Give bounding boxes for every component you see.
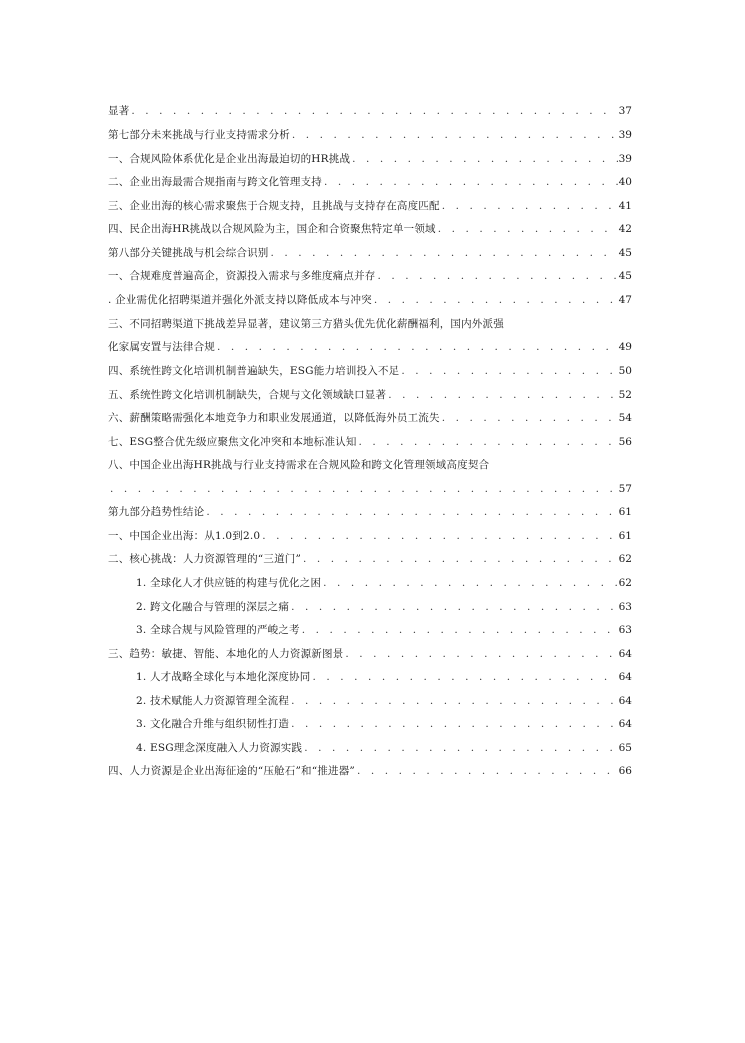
toc-leader-dots xyxy=(386,388,618,402)
toc-entry xyxy=(108,552,632,566)
toc-leader-dots xyxy=(372,293,618,307)
toc-entry-title: 八、中国企业出海HR挑战与行业支持需求在合规风险和跨文化管理领域高度契合 xyxy=(108,459,490,471)
toc-entry-page: 45 xyxy=(618,247,632,259)
toc-entry-page: 64 xyxy=(618,718,632,730)
toc-entry xyxy=(108,764,632,778)
toc-leader-dots xyxy=(440,411,618,425)
toc-entry xyxy=(108,222,632,236)
toc-leader-dots xyxy=(440,199,618,213)
toc-entry-page: 57 xyxy=(618,483,632,495)
toc-entry-title: 2. 技术赋能人力资源管理全流程 xyxy=(136,695,290,707)
toc-entry-page: 66 xyxy=(618,765,632,777)
toc-entry xyxy=(108,269,632,283)
toc-entry-page: 47 xyxy=(618,294,632,306)
toc-entry xyxy=(136,694,632,708)
toc-entry xyxy=(108,458,632,472)
toc-entry-title: 化家属安置与法律合规 xyxy=(108,341,215,353)
toc-entry xyxy=(108,199,632,213)
toc-entry xyxy=(136,576,632,590)
toc-entry xyxy=(108,482,632,496)
toc-entry xyxy=(108,152,632,166)
toc-leader-dots xyxy=(301,552,618,566)
toc-entry-title: 3. 全球合规与风险管理的严峻之考 xyxy=(136,624,300,636)
toc-leader-dots xyxy=(302,741,618,755)
toc-entry-title: 3. 文化融合升维与组织韧性打造 xyxy=(136,718,290,730)
toc-leader-dots xyxy=(204,505,618,519)
toc-entry xyxy=(108,340,632,354)
toc-entry xyxy=(108,435,632,449)
toc-entry xyxy=(108,317,632,331)
toc-entry-title: 七、ESG整合优先级应聚焦文化冲突和本地标准认知 xyxy=(108,436,357,448)
toc-leader-dots xyxy=(355,764,618,778)
toc-entry-page: 64 xyxy=(618,695,632,707)
toc-entry xyxy=(108,505,632,519)
toc-entry-page: 37 xyxy=(618,105,632,117)
toc-entry-title: 四、人力资源是企业出海征途的“压舱石”和“推进器” xyxy=(108,765,355,777)
toc-entry-title: 4. ESG理念深度融入人力资源实践 xyxy=(136,742,303,754)
toc-entry xyxy=(108,529,632,543)
toc-leader-dots xyxy=(322,175,618,189)
toc-leader-dots xyxy=(357,435,618,449)
toc-entry-title: 一、合规难度普遍高企，资源投入需求与多维度痛点并存 xyxy=(108,270,376,282)
toc-entry-title: 五、系统性跨文化培训机制缺失，合规与文化领域缺口显著 xyxy=(108,389,387,401)
toc-entry-page: 65 xyxy=(618,742,632,754)
toc-entry xyxy=(136,600,632,614)
toc-entry-title: 四、系统性跨文化培训机制普遍缺失，ESG能力培训投入不足 xyxy=(108,365,400,377)
toc-leader-dots xyxy=(376,269,619,283)
toc-entry-title: 三、不同招聘渠道下挑战差异显著，建议第三方猎头优先优化薪酬福利，国内外派强 xyxy=(108,318,504,330)
toc-entry-page: 39 xyxy=(618,153,632,165)
toc-entry-title: 第九部分趋势性结论 xyxy=(108,506,205,518)
toc-leader-dots xyxy=(399,364,618,378)
toc-leader-dots xyxy=(290,128,618,142)
toc-entry-page: 62 xyxy=(618,553,632,565)
toc-entry-page: 62 xyxy=(618,577,632,589)
toc-entry xyxy=(108,293,632,307)
toc-entry xyxy=(136,717,632,731)
toc-entry xyxy=(108,411,632,425)
toc-entry-title: 四、民企出海HR挑战以合规风险为主，国企和合资聚焦特定单一领域 xyxy=(108,223,436,235)
toc-leader-dots xyxy=(269,246,619,260)
toc-leader-dots xyxy=(215,340,618,354)
toc-leader-dots xyxy=(321,576,618,590)
toc-entry-title: 三、趋势：敏捷、智能、本地化的人力资源新图景 xyxy=(108,648,344,660)
toc-entry-page: 50 xyxy=(618,365,632,377)
toc-entry-title: 一、中国企业出海：从1.0到2.0 xyxy=(108,530,261,542)
toc-leader-dots xyxy=(289,694,618,708)
toc-leader-dots xyxy=(436,222,618,236)
toc-entry-title: 六、薪酬策略需强化本地竞争力和职业发展通道，以降低海外员工流失 xyxy=(108,412,440,424)
toc-entry-page: 49 xyxy=(618,341,632,353)
toc-leader-dots xyxy=(108,482,618,496)
toc-entry-title: 第七部分未来挑战与行业支持需求分析 xyxy=(108,129,290,141)
toc-entry-page: 61 xyxy=(618,506,632,518)
toc-entry-title: 二、核心挑战：人力资源管理的“三道门” xyxy=(108,553,302,565)
toc-entry xyxy=(108,364,632,378)
toc-entry xyxy=(108,647,632,661)
toc-entry-title: 1. 人才战略全球化与本地化深度协同 xyxy=(136,671,311,683)
toc-entry-page: 54 xyxy=(618,412,632,424)
toc-entry-title: 显著 xyxy=(108,105,130,117)
toc-leader-dots xyxy=(289,600,618,614)
toc-entry-page: 39 xyxy=(618,129,632,141)
toc-entry-title: . 企业需优化招聘渠道并强化外派支持以降低成本与冲突 xyxy=(108,294,372,306)
toc-leader-dots xyxy=(343,647,618,661)
toc-entry-page: 63 xyxy=(618,601,632,613)
toc-entry-title: 1. 全球化人才供应链的构建与优化之困 xyxy=(136,577,322,589)
toc-entry-page: 64 xyxy=(618,671,632,683)
toc-entry-page: 61 xyxy=(618,530,632,542)
toc-entry-title: 第八部分关键挑战与机会综合识别 xyxy=(108,247,269,259)
toc-entry-title: 三、企业出海的核心需求聚焦于合规支持，且挑战与支持存在高度匹配 xyxy=(108,200,440,212)
toc-leader-dots xyxy=(260,529,618,543)
toc-leader-dots xyxy=(300,623,618,637)
toc-leader-dots xyxy=(289,717,618,731)
toc-entry xyxy=(136,741,632,755)
toc-entry-title: 一、合规风险体系优化是企业出海最迫切的HR挑战 xyxy=(108,153,351,165)
toc-entry-page: 64 xyxy=(618,648,632,660)
toc-entry xyxy=(136,670,632,684)
toc-entry-page: 63 xyxy=(618,624,632,636)
toc-entry xyxy=(108,246,632,260)
toc-leader-dots xyxy=(350,152,618,166)
toc-entry-page: 42 xyxy=(618,223,632,235)
toc-entry xyxy=(108,388,632,402)
toc-entry-page: 45 xyxy=(618,270,632,282)
toc-entry xyxy=(136,623,632,637)
toc-entry-page: 56 xyxy=(618,436,632,448)
toc-entry xyxy=(108,128,632,142)
toc-entry-page: 41 xyxy=(618,200,632,212)
toc-entry-page: 40 xyxy=(618,176,632,188)
toc-entry-page: 52 xyxy=(618,389,632,401)
toc-leader-dots xyxy=(129,104,618,118)
toc-entry xyxy=(108,175,632,189)
toc-leader-dots xyxy=(310,670,618,684)
toc-entry-title: 二、企业出海最需合规指南与跨文化管理支持 xyxy=(108,176,322,188)
toc-entry-title: 2. 跨文化融合与管理的深层之痛 xyxy=(136,601,290,613)
toc-entry xyxy=(108,104,632,118)
